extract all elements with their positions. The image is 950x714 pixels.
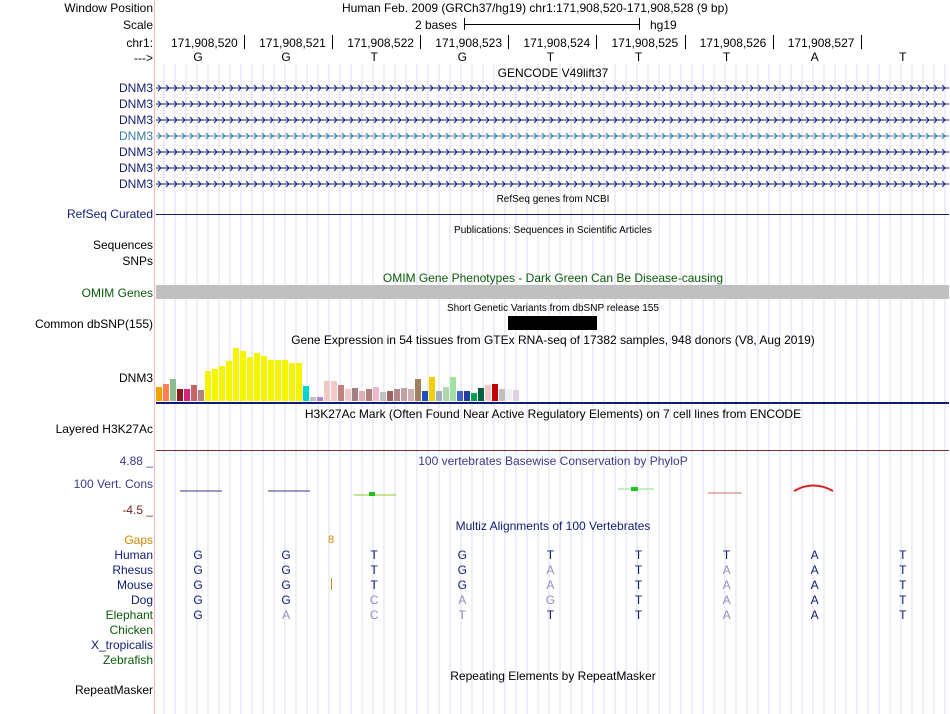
multiz-base: A xyxy=(722,593,731,607)
multiz-base: A xyxy=(810,563,819,577)
gtex-tissue-bar[interactable] xyxy=(289,363,295,401)
gencode-title: GENCODE V49lift37 xyxy=(497,66,609,80)
gtex-tissue-bar[interactable] xyxy=(485,385,491,401)
multiz-species-label[interactable]: Dog xyxy=(130,593,153,607)
gtex-tissue-bar[interactable] xyxy=(212,369,218,401)
gencode-transcript[interactable] xyxy=(156,147,949,157)
gtex-tissue-bar[interactable] xyxy=(506,389,512,401)
multiz-base: G xyxy=(457,563,467,577)
multiz-base: A xyxy=(722,608,731,622)
gtex-tissue-bar[interactable] xyxy=(408,389,414,401)
reference-base: G xyxy=(281,50,291,64)
gtex-tissue-bar[interactable] xyxy=(471,393,477,401)
multiz-base: G xyxy=(281,578,291,592)
scale-value: 2 bases xyxy=(415,18,458,32)
multiz-species-label[interactable]: Human xyxy=(114,548,153,562)
gencode-gene-label[interactable]: DNM3 xyxy=(118,81,153,95)
refseq-label[interactable]: RefSeq Curated xyxy=(66,207,153,221)
ruler-tick xyxy=(685,35,686,49)
ruler-tick xyxy=(508,35,509,49)
multiz-base: G xyxy=(193,593,203,607)
multiz-species-label[interactable]: Mouse xyxy=(116,578,153,592)
multiz-base: G xyxy=(457,578,467,592)
window-position-value: Human Feb. 2009 (GRCh37/hg19) chr1:171,908,520-171,908,528 (9 bp) xyxy=(342,1,729,15)
multiz-base: A xyxy=(546,578,555,592)
multiz-base: T xyxy=(370,548,378,562)
multiz-base: A xyxy=(282,608,291,622)
gtex-tissue-bar[interactable] xyxy=(324,381,330,401)
multiz-base: G xyxy=(457,548,467,562)
multiz-base: G xyxy=(193,563,203,577)
gtex-tissue-bar[interactable] xyxy=(429,377,435,401)
gtex-tissue-bar[interactable] xyxy=(492,384,498,401)
gtex-tissue-bar[interactable] xyxy=(436,391,442,401)
gtex-tissue-bar[interactable] xyxy=(268,360,274,401)
track-label-divider xyxy=(154,0,155,714)
ruler-position: 171,908,526 xyxy=(699,36,767,50)
gencode-transcript[interactable] xyxy=(156,115,949,125)
gtex-tissue-bar[interactable] xyxy=(422,391,428,401)
sequences-label[interactable]: Sequences xyxy=(92,238,153,252)
multiz-base: A xyxy=(722,563,731,577)
multiz-base: C xyxy=(369,593,379,607)
snps-label[interactable]: SNPs xyxy=(122,254,153,268)
gtex-tissue-bar[interactable] xyxy=(275,360,281,401)
multiz-base: T xyxy=(634,608,643,622)
gencode-gene-label[interactable]: DNM3 xyxy=(118,145,153,159)
reference-base: T xyxy=(899,50,907,64)
omim-title: OMIM Gene Phenotypes - Dark Green Can Be Disease-causing xyxy=(382,271,724,285)
multiz-base: T xyxy=(899,563,907,577)
multiz-base: A xyxy=(810,608,819,622)
gtex-gene-line xyxy=(156,402,949,404)
ruler-position: 171,908,524 xyxy=(523,36,591,50)
gencode-gene-label[interactable]: DNM3 xyxy=(118,129,153,143)
multiz-species-label[interactable]: Elephant xyxy=(105,608,153,622)
assembly-label: hg19 xyxy=(650,18,677,32)
scale-bar xyxy=(464,18,640,30)
scale-label: Scale xyxy=(122,18,153,32)
gencode-gene-label[interactable]: DNM3 xyxy=(118,97,153,111)
gtex-tissue-bar[interactable] xyxy=(394,389,400,401)
gtex-tissue-bar[interactable] xyxy=(296,363,302,401)
gtex-tissue-bar[interactable] xyxy=(317,397,323,401)
multiz-base: T xyxy=(899,593,907,607)
multiz-base: C xyxy=(369,608,379,622)
gtex-tissue-bar[interactable] xyxy=(415,379,421,401)
gtex-title: Gene Expression in 54 tissues from GTEx RNA-seq of 17382 samples, 948 donors (V8, Aug 2019) xyxy=(291,333,815,347)
gtex-tissue-bar[interactable] xyxy=(282,360,288,401)
gencode-gene-label[interactable]: DNM3 xyxy=(118,113,153,127)
gencode-transcript[interactable] xyxy=(156,163,949,173)
multiz-base: T xyxy=(546,608,555,622)
multiz-base: G xyxy=(281,548,291,562)
reference-base: G xyxy=(193,50,203,64)
phylop-plot[interactable] xyxy=(156,470,949,510)
gtex-tissue-bar[interactable] xyxy=(254,353,260,401)
multiz-base: T xyxy=(722,548,731,562)
gaps-label: Gaps xyxy=(124,533,153,547)
gencode-transcript[interactable] xyxy=(156,99,949,109)
gtex-tissue-bar[interactable] xyxy=(184,389,190,401)
gtex-tissue-bar[interactable] xyxy=(359,391,365,401)
gtex-label[interactable]: DNM3 xyxy=(118,371,153,385)
multiz-species-label[interactable]: Chicken xyxy=(109,623,153,637)
multiz-base: T xyxy=(634,563,643,577)
multiz-base: A xyxy=(546,563,555,577)
publications-title: Publications: Sequences in Scientific Articles xyxy=(454,225,652,236)
multiz-base: A xyxy=(458,593,467,607)
gtex-tissue-bar[interactable] xyxy=(352,388,358,401)
mouse-gap-marker xyxy=(331,578,332,590)
gtex-tissue-bar[interactable] xyxy=(177,389,183,401)
repeatmasker-label[interactable]: RepeatMasker xyxy=(74,683,153,697)
gtex-tissue-bar[interactable] xyxy=(240,351,246,401)
gtex-tissue-bar[interactable] xyxy=(464,391,470,401)
repeatmasker-title: Repeating Elements by RepeatMasker xyxy=(450,669,656,683)
multiz-base: T xyxy=(458,608,466,622)
reference-base: A xyxy=(810,50,819,64)
multiz-base: T xyxy=(899,578,907,592)
gtex-tissue-bar[interactable] xyxy=(443,387,449,401)
reference-base: T xyxy=(634,50,643,64)
gtex-tissue-bar[interactable] xyxy=(261,356,267,401)
h3k27ac-baseline xyxy=(156,450,949,451)
gtex-tissue-bar[interactable] xyxy=(170,379,176,401)
reference-base: T xyxy=(370,50,378,64)
multiz-base: T xyxy=(370,578,378,592)
gtex-tissue-bar[interactable] xyxy=(226,361,232,401)
gtex-tissue-bar[interactable] xyxy=(380,392,386,401)
multiz-species-label[interactable]: Zebrafish xyxy=(102,653,153,667)
multiz-base: G xyxy=(545,593,556,607)
multiz-base: A xyxy=(810,578,819,592)
gencode-transcript[interactable] xyxy=(156,131,949,141)
multiz-base: G xyxy=(193,578,203,592)
multiz-base: T xyxy=(634,578,643,592)
window-position-label: Window Position xyxy=(64,1,153,15)
multiz-species-label[interactable]: Rhesus xyxy=(112,563,153,577)
gtex-tissue-bar[interactable] xyxy=(247,357,253,401)
phylop-label[interactable]: 100 Vert. Cons xyxy=(73,477,153,491)
multiz-species-label[interactable]: X_tropicalis xyxy=(90,638,153,652)
gencode-gene-label[interactable]: DNM3 xyxy=(118,161,153,175)
multiz-base: A xyxy=(722,578,731,592)
gtex-tissue-bar[interactable] xyxy=(198,390,204,401)
ruler-tick xyxy=(861,35,862,49)
ruler-position: 171,908,525 xyxy=(611,36,679,50)
multiz-title: Multiz Alignments of 100 Vertebrates xyxy=(455,519,651,533)
gtex-tissue-bar[interactable] xyxy=(338,385,344,401)
gtex-tissue-bar[interactable] xyxy=(191,385,197,401)
gtex-tissue-bar[interactable] xyxy=(163,384,169,401)
gtex-tissue-bar[interactable] xyxy=(478,388,484,401)
multiz-base: G xyxy=(193,548,203,562)
omim-feature-bar[interactable] xyxy=(156,285,949,299)
ruler-tick xyxy=(773,35,774,49)
gencode-gene-label[interactable]: DNM3 xyxy=(118,177,153,191)
reference-base: T xyxy=(546,50,555,64)
gtex-tissue-bar[interactable] xyxy=(401,388,407,401)
ruler-position: 171,908,521 xyxy=(259,36,326,50)
refseq-title: RefSeq genes from NCBI xyxy=(496,194,610,205)
phylop-ymin: -4.5 _ xyxy=(122,503,153,517)
gtex-tissue-bar[interactable] xyxy=(156,387,162,401)
multiz-base: T xyxy=(634,593,643,607)
gtex-tissue-bar[interactable] xyxy=(499,389,505,401)
ruler-tick xyxy=(420,35,421,49)
gtex-tissue-bar[interactable] xyxy=(345,389,351,401)
reference-base: T xyxy=(722,50,731,64)
multiz-base: T xyxy=(634,548,643,562)
dbsnp-title: Short Genetic Variants from dbSNP release 155 xyxy=(447,303,659,314)
ruler-position: 171,908,523 xyxy=(435,36,503,50)
gtex-tissue-bar[interactable] xyxy=(331,381,337,401)
refseq-gene-line[interactable] xyxy=(156,214,949,215)
gtex-tissue-bar[interactable] xyxy=(310,397,316,401)
gtex-tissue-bar[interactable] xyxy=(205,371,211,401)
gtex-tissue-bar[interactable] xyxy=(387,391,393,401)
multiz-base: G xyxy=(281,563,291,577)
gtex-tissue-bar[interactable] xyxy=(303,386,309,401)
gtex-tissue-bar[interactable] xyxy=(450,377,456,401)
gencode-transcript[interactable] xyxy=(156,83,949,93)
phylop-ymax: 4.88 _ xyxy=(119,454,153,468)
gtex-tissue-bar[interactable] xyxy=(373,387,379,401)
gtex-tissue-bar[interactable] xyxy=(233,348,239,401)
multiz-base: T xyxy=(370,563,378,577)
phylop-title: 100 vertebrates Basewise Conservation by PhyloP xyxy=(418,454,688,468)
multiz-base: T xyxy=(899,608,907,622)
gtex-tissue-bar[interactable] xyxy=(457,391,463,401)
gtex-tissue-bar[interactable] xyxy=(513,390,519,401)
dbsnp-label[interactable]: Common dbSNP(155) xyxy=(34,317,153,331)
h3k27ac-label[interactable]: Layered H3K27Ac xyxy=(55,422,153,436)
multiz-base: G xyxy=(193,608,203,622)
ruler-position: 171,908,527 xyxy=(787,36,855,50)
multiz-base: A xyxy=(810,548,819,562)
ruler-tick xyxy=(596,35,597,49)
ruler-tick xyxy=(332,35,333,49)
chrom-label: chr1: xyxy=(126,36,153,50)
strand-label: ---> xyxy=(134,51,153,65)
reference-base: G xyxy=(457,50,467,64)
multiz-base: T xyxy=(546,548,555,562)
ruler-position: 171,908,520 xyxy=(171,36,238,50)
ruler-position: 171,908,522 xyxy=(347,36,414,50)
gencode-transcript[interactable] xyxy=(156,179,949,189)
gtex-tissue-bar[interactable] xyxy=(366,389,372,401)
gaps-value: 8 xyxy=(328,534,335,546)
omim-label[interactable]: OMIM Genes xyxy=(81,286,153,300)
multiz-base: G xyxy=(281,593,291,607)
ruler-tick xyxy=(244,35,245,49)
dbsnp-variant[interactable] xyxy=(508,316,597,330)
multiz-base: T xyxy=(899,548,907,562)
gtex-tissue-bar[interactable] xyxy=(219,366,225,401)
h3k27ac-title: H3K27Ac Mark (Often Found Near Active Regulatory Elements) on 7 cell lines from ENCODE xyxy=(304,407,802,421)
multiz-base: A xyxy=(810,593,819,607)
